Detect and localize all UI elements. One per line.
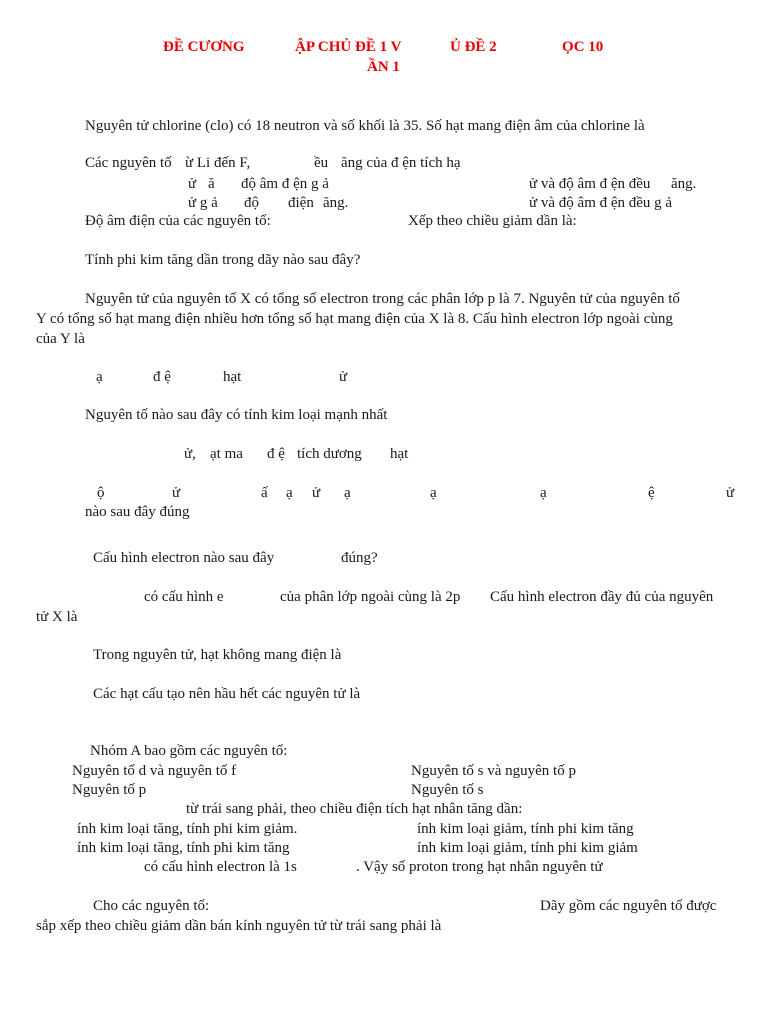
text-fragment: ử (188, 176, 197, 192)
text-fragment: ăng. (671, 176, 697, 192)
question-line: Trong nguyên tử, hạt không mang điện là (93, 647, 342, 663)
header-segment-1: ĐỀ CƯƠNG (163, 39, 245, 55)
text-fragment: ệ (648, 485, 655, 501)
question-line: Cấu hình electron nào sau đây (93, 550, 275, 566)
question-line: Tính phi kim tăng dần trong dãy nào sau đây? (85, 252, 361, 268)
text-fragment: ạ (96, 369, 103, 385)
question-line: Nguyên tố nào sau đây có tính kim loại mạnh nhất (85, 407, 388, 423)
text-fragment: ạ (286, 485, 293, 501)
text-fragment: ăng. (323, 195, 349, 211)
text-fragment: ạ (430, 485, 437, 501)
text-fragment: Xếp theo chiều giảm dần là: (408, 213, 577, 229)
text-fragment: đúng? (341, 550, 378, 566)
header-line-2: ẦN 1 (367, 59, 400, 75)
text-fragment: ử và độ âm đ ện đều g ả (529, 195, 673, 211)
text-fragment: ộ (97, 485, 105, 501)
question-line: sắp xếp theo chiều giảm dần bán kính nguyên tử từ trái sang phải là (36, 918, 442, 934)
header-segment-2: ẬP CHỦ ĐỀ 1 V (295, 39, 402, 55)
text-fragment: ạ (540, 485, 547, 501)
question-line: nào sau đây đúng (85, 504, 190, 520)
text-fragment: Dãy gồm các nguyên tố được (540, 898, 717, 914)
text-fragment: ăng của đ ện tích hạ (341, 155, 461, 171)
text-fragment: có cấu hình e (144, 589, 224, 605)
text-fragment: ă (208, 176, 215, 192)
text-fragment: tích dương (297, 446, 362, 462)
text-fragment: ử (726, 485, 735, 501)
option-text: ính kim loại tăng, tính phi kim giảm. (77, 821, 298, 837)
question-line: của Y là (36, 331, 85, 347)
option-text: ính kim loại giảm, tính phi kim tăng (417, 821, 634, 837)
text-fragment: Cấu hình electron đầy đủ của nguyên (490, 589, 714, 605)
text-fragment: ạ (344, 485, 351, 501)
question-line: từ trái sang phải, theo chiều điện tích hạt nhân tăng dần: (186, 801, 523, 817)
text-fragment: đ ệ (153, 369, 171, 385)
text-fragment: ử (312, 485, 321, 501)
question-line: Các nguyên tố (85, 155, 172, 171)
question-line: Các hạt cấu tạo nên hầu hết các nguyên tử là (93, 686, 361, 702)
text-fragment: đ ệ (267, 446, 285, 462)
option-text: ính kim loại giảm, tính phi kim giảm (417, 840, 638, 856)
option-text: Nguyên tố d và nguyên tố f (72, 763, 237, 779)
option-text: Nguyên tố s (411, 782, 484, 798)
text-fragment: của phân lớp ngoài cùng là 2p (280, 589, 461, 605)
text-fragment: . Vậy số proton trong hạt nhân nguyên tử (356, 859, 603, 875)
text-fragment: có cấu hình electron là 1s (144, 859, 297, 875)
text-fragment: hạt (223, 369, 242, 385)
text-fragment: ử, (184, 446, 196, 462)
text-fragment: ều (314, 155, 329, 171)
text-fragment: độ (244, 195, 259, 211)
header-segment-3: Ủ ĐỀ 2 (450, 39, 497, 55)
question-line: Nguyên tử của nguyên tố X có tổng số electron trong các phân lớp p là 7. Nguyên tử của nguyên tố (85, 291, 680, 307)
text-fragment: ử (172, 485, 181, 501)
text-fragment: hạt (390, 446, 409, 462)
text-fragment: độ âm đ ện g ả (241, 176, 329, 192)
question-line: Độ âm điện của các nguyên tố: (85, 213, 271, 229)
option-text: Nguyên tố p (72, 782, 147, 798)
option-text: Nguyên tố s và nguyên tố p (411, 763, 576, 779)
question-line: Cho các nguyên tố: (93, 898, 210, 914)
question-line: Nhóm A bao gồm các nguyên tố: (90, 743, 288, 759)
question-line: Y có tổng số hạt mang điện nhiều hơn tổng số hạt mang điện của X là 8. Cấu hình electron lớp ngoài cùng (36, 311, 673, 327)
option-text: ính kim loại tăng, tính phi kim tăng (77, 840, 290, 856)
header-segment-4: ỌC 10 (562, 39, 604, 55)
text-fragment: ử và độ âm đ ện đều (529, 176, 651, 192)
text-fragment: ử (339, 369, 348, 385)
text-fragment: ử g ả (188, 195, 218, 211)
text-fragment: điện (288, 195, 314, 211)
question-line: Nguyên tử chlorine (clo) có 18 neutron và số khối là 35. Số hạt mang điện âm của chlorine là (85, 118, 645, 134)
question-line: tử X là (36, 609, 78, 625)
text-fragment: ừ Li đến F, (185, 155, 251, 171)
text-fragment: ấ (261, 485, 268, 501)
text-fragment: ạt ma (210, 446, 243, 462)
